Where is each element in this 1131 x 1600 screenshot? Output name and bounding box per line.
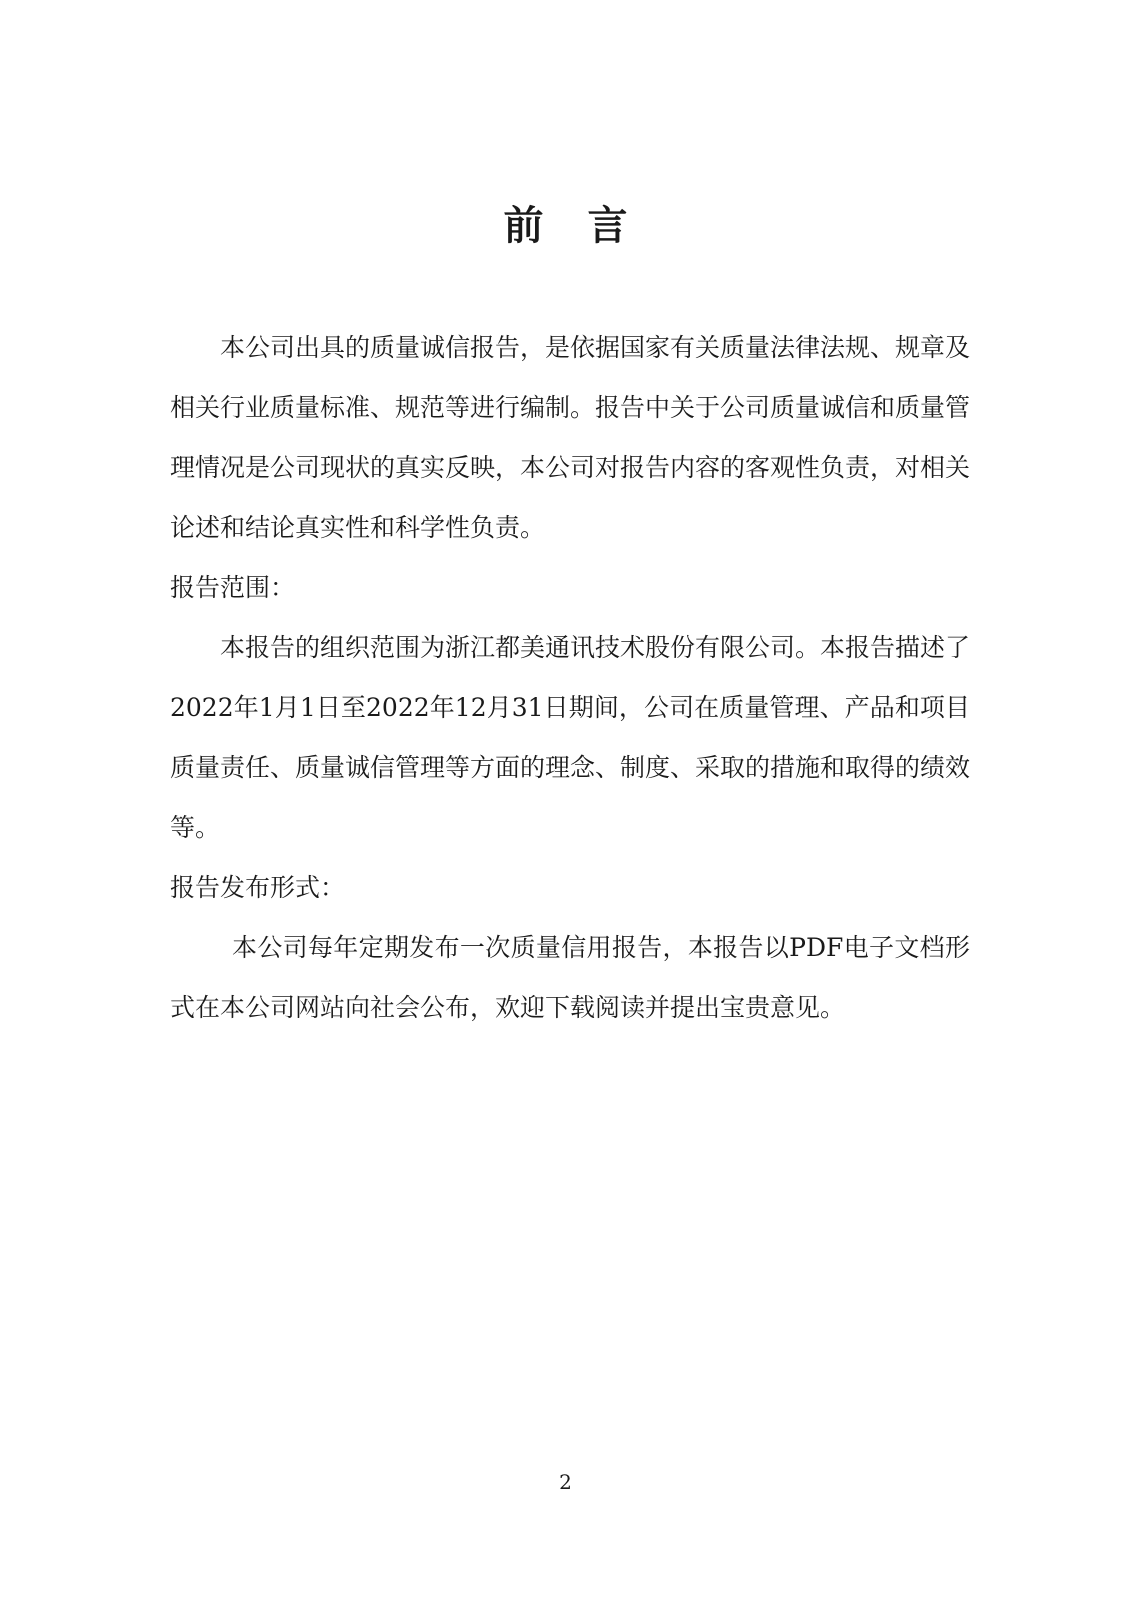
page-title: 前言 (503, 202, 672, 249)
page-number: 2 (559, 1470, 572, 1494)
document-body (170, 318, 970, 1038)
publish-paragraph: 本公司每年定期发布一次质量信用报告，本报告以PDF电子文档形式在本公司网站向社会公布，欢迎下载阅读并提出宝贵意见。 (170, 933, 970, 1022)
scope-paragraph: 本报告的组织范围为浙江都美通讯技术股份有限公司。本报告描述了2022年1月1日至2022年12月31日期间，公司在质量管理、产品和项目质量责任、质量诚信管理等方面的理念、制度、采取的措施和取得的绩效等。 (170, 633, 971, 842)
intro-paragraph: 本公司出具的质量诚信报告，是依据国家有关质量法律法规、规章及相关行业质量标准、规范等进行编制。报告中关于公司质量诚信和质量管理情况是公司现状的真实反映，本公司对报告内容的客观性负责，对相关论述和结论真实性和科学性负责。 (170, 333, 971, 542)
publish-heading: 报告发布形式： (170, 873, 346, 902)
scope-heading: 报告范围： (170, 573, 296, 602)
